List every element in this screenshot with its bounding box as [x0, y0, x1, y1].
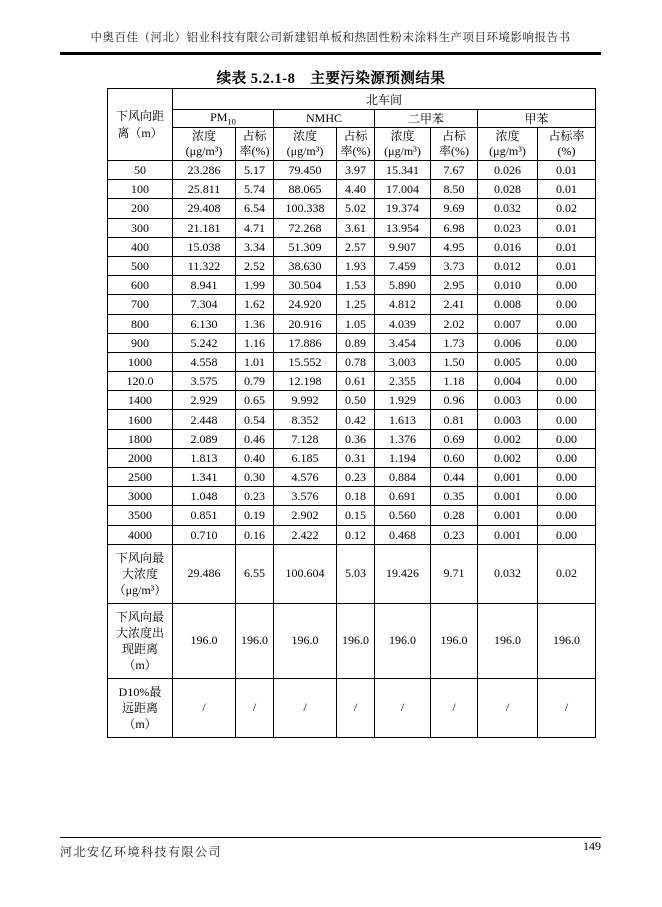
distance-cell: 1400	[108, 391, 173, 410]
value-cell: 0.79	[236, 372, 274, 391]
value-cell: 0.44	[431, 468, 478, 487]
value-cell: 1.62	[236, 295, 274, 314]
value-cell: 25.811	[173, 180, 236, 199]
value-cell: 23.286	[173, 161, 236, 180]
value-cell: 0.00	[538, 372, 596, 391]
value-cell: 0.032	[478, 199, 538, 218]
value-cell: 2.02	[431, 314, 478, 333]
value-cell: 4.039	[375, 314, 431, 333]
value-cell: 0.032	[478, 544, 538, 603]
table-row	[108, 295, 596, 314]
value-cell: 0.468	[375, 525, 431, 544]
value-cell: 9.992	[274, 391, 337, 410]
page-footer	[60, 837, 601, 860]
measure-header: 占标 率(%)	[337, 128, 375, 161]
value-cell: 0.00	[538, 314, 596, 333]
value-cell: 3.73	[431, 256, 478, 275]
value-cell: 1.53	[337, 276, 375, 295]
value-cell: 1.01	[236, 352, 274, 371]
value-cell: 1.36	[236, 314, 274, 333]
value-cell: 0.19	[236, 506, 274, 525]
value-cell: 0.00	[538, 429, 596, 448]
value-cell: 15.038	[173, 237, 236, 256]
summary-row	[108, 603, 596, 678]
value-cell: /	[431, 678, 478, 737]
distance-cell: 50	[108, 161, 173, 180]
value-cell: 2.902	[274, 506, 337, 525]
table-row	[108, 180, 596, 199]
value-cell: 2.929	[173, 391, 236, 410]
value-cell: 7.67	[431, 161, 478, 180]
value-cell: 0.65	[236, 391, 274, 410]
distance-cell: 3000	[108, 487, 173, 506]
table-row	[108, 391, 596, 410]
value-cell: 13.954	[375, 218, 431, 237]
value-cell: 0.006	[478, 333, 538, 352]
value-cell: 0.61	[337, 372, 375, 391]
value-cell: 17.886	[274, 333, 337, 352]
pollutant-header: $PM_{10}$	[173, 110, 274, 128]
value-cell: 3.575	[173, 372, 236, 391]
value-cell: 17.004	[375, 180, 431, 199]
table-title: 续表 5.2.1-8 主要污染源预测结果	[216, 71, 446, 87]
measure-header: 浓度 (μg/m³)	[478, 128, 538, 161]
value-cell: 0.23	[236, 487, 274, 506]
value-cell: 3.61	[337, 218, 375, 237]
value-cell: 29.408	[173, 199, 236, 218]
value-cell: 196.0	[478, 603, 538, 678]
distance-cell: 700	[108, 295, 173, 314]
pollution-prediction-table	[107, 88, 596, 738]
value-cell: 5.03	[337, 544, 375, 603]
value-cell: 51.309	[274, 237, 337, 256]
value-cell: 196.0	[173, 603, 236, 678]
value-cell: 0.028	[478, 180, 538, 199]
value-cell: 0.31	[337, 448, 375, 467]
value-cell: 196.0	[274, 603, 337, 678]
distance-cell: 800	[108, 314, 173, 333]
value-cell: 0.026	[478, 161, 538, 180]
value-cell: 1.93	[337, 256, 375, 275]
pollutant-header: NMHC	[274, 110, 375, 128]
value-cell: 0.81	[431, 410, 478, 429]
value-cell: 196.0	[236, 603, 274, 678]
value-cell: 0.89	[337, 333, 375, 352]
value-cell: /	[173, 678, 236, 737]
value-cell: 0.001	[478, 468, 538, 487]
table-row	[108, 314, 596, 333]
distance-cell: 600	[108, 276, 173, 295]
value-cell: 0.016	[478, 237, 538, 256]
value-cell: 2.95	[431, 276, 478, 295]
value-cell: 2.57	[337, 237, 375, 256]
value-cell: 5.74	[236, 180, 274, 199]
value-cell: /	[478, 678, 538, 737]
table-body	[108, 161, 596, 738]
value-cell: 0.00	[538, 333, 596, 352]
value-cell: 1.194	[375, 448, 431, 467]
distance-cell: 4000	[108, 525, 173, 544]
value-cell: 1.25	[337, 295, 375, 314]
distance-cell: 2500	[108, 468, 173, 487]
value-cell: 0.01	[538, 218, 596, 237]
value-cell: 6.54	[236, 199, 274, 218]
value-cell: 72.268	[274, 218, 337, 237]
value-cell: 8.352	[274, 410, 337, 429]
value-cell: 0.00	[538, 506, 596, 525]
value-cell: 0.40	[236, 448, 274, 467]
value-cell: 0.01	[538, 256, 596, 275]
value-cell: 2.448	[173, 410, 236, 429]
value-cell: 5.02	[337, 199, 375, 218]
value-cell: 0.78	[337, 352, 375, 371]
summary-row	[108, 678, 596, 737]
value-cell: 7.128	[274, 429, 337, 448]
distance-cell: 1000	[108, 352, 173, 371]
value-cell: 0.96	[431, 391, 478, 410]
value-cell: 24.920	[274, 295, 337, 314]
value-cell: 0.560	[375, 506, 431, 525]
value-cell: 1.73	[431, 333, 478, 352]
value-cell: 6.55	[236, 544, 274, 603]
value-cell: 4.40	[337, 180, 375, 199]
summary-row-label: 下风向最 大浓度 （μg/m³）	[108, 544, 173, 603]
value-cell: 0.01	[538, 237, 596, 256]
table-row	[108, 506, 596, 525]
value-cell: 0.023	[478, 218, 538, 237]
table-row	[108, 410, 596, 429]
value-cell: 0.004	[478, 372, 538, 391]
value-cell: 100.604	[274, 544, 337, 603]
value-cell: 6.98	[431, 218, 478, 237]
distance-cell: 120.0	[108, 372, 173, 391]
table-row	[108, 487, 596, 506]
table-row	[108, 237, 596, 256]
value-cell: 2.355	[375, 372, 431, 391]
page-header	[60, 29, 601, 55]
value-cell: /	[375, 678, 431, 737]
distance-cell: 1600	[108, 410, 173, 429]
pollutant-header: 二甲苯	[375, 110, 478, 128]
value-cell: 0.12	[337, 525, 375, 544]
measure-header: 占标 率(%)	[236, 128, 274, 161]
value-cell: 0.003	[478, 410, 538, 429]
value-cell: 196.0	[375, 603, 431, 678]
value-cell: 0.001	[478, 506, 538, 525]
value-cell: 4.95	[431, 237, 478, 256]
value-cell: 0.002	[478, 429, 538, 448]
document-header-title: 中奥百佳（河北）铝业科技有限公司新建铝单板和热固性粉末涂料生产项目环境影响报告书	[90, 32, 571, 44]
value-cell: 0.691	[375, 487, 431, 506]
value-cell: 196.0	[431, 603, 478, 678]
distance-cell: 300	[108, 218, 173, 237]
value-cell: 0.00	[538, 410, 596, 429]
table-row	[108, 276, 596, 295]
page-number: 149	[583, 839, 601, 853]
value-cell: 1.99	[236, 276, 274, 295]
value-cell: 4.812	[375, 295, 431, 314]
value-cell: 0.35	[431, 487, 478, 506]
value-cell: 196.0	[538, 603, 596, 678]
value-cell: 4.558	[173, 352, 236, 371]
value-cell: 6.185	[274, 448, 337, 467]
value-cell: 0.710	[173, 525, 236, 544]
value-cell: 1.05	[337, 314, 375, 333]
measure-header: 占标率 (%)	[538, 128, 596, 161]
table-row	[108, 256, 596, 275]
value-cell: 0.02	[538, 544, 596, 603]
value-cell: 0.36	[337, 429, 375, 448]
value-cell: 3.003	[375, 352, 431, 371]
value-cell: 100.338	[274, 199, 337, 218]
value-cell: 196.0	[337, 603, 375, 678]
value-cell: 0.001	[478, 487, 538, 506]
value-cell: 1.16	[236, 333, 274, 352]
table-row	[108, 161, 596, 180]
value-cell: 0.00	[538, 525, 596, 544]
value-cell: 5.17	[236, 161, 274, 180]
value-cell: 0.005	[478, 352, 538, 371]
value-cell: 1.50	[431, 352, 478, 371]
value-cell: 1.048	[173, 487, 236, 506]
value-cell: /	[337, 678, 375, 737]
value-cell: 1.341	[173, 468, 236, 487]
value-cell: 79.450	[274, 161, 337, 180]
distance-cell: 500	[108, 256, 173, 275]
value-cell: 0.69	[431, 429, 478, 448]
value-cell: 15.341	[375, 161, 431, 180]
value-cell: 4.576	[274, 468, 337, 487]
table-row	[108, 525, 596, 544]
value-cell: /	[274, 678, 337, 737]
workshop-header: 北车间	[173, 89, 596, 110]
value-cell: 19.426	[375, 544, 431, 603]
pollutant-header: 甲苯	[478, 110, 596, 128]
value-cell: 0.00	[538, 352, 596, 371]
measure-header: 浓度 (μg/m³)	[375, 128, 431, 161]
value-cell: 7.459	[375, 256, 431, 275]
value-cell: 0.00	[538, 391, 596, 410]
value-cell: 1.613	[375, 410, 431, 429]
table-row	[108, 218, 596, 237]
table-row	[108, 468, 596, 487]
measure-header: 浓度 (μg/m³)	[173, 128, 236, 161]
summary-row-label: D10%最 远距离 （m）	[108, 678, 173, 737]
value-cell: 38.630	[274, 256, 337, 275]
value-cell: 0.18	[337, 487, 375, 506]
table-row	[108, 372, 596, 391]
value-cell: 0.01	[538, 180, 596, 199]
value-cell: 3.97	[337, 161, 375, 180]
table-row	[108, 352, 596, 371]
value-cell: 5.242	[173, 333, 236, 352]
value-cell: 0.00	[538, 295, 596, 314]
value-cell: 21.181	[173, 218, 236, 237]
value-cell: 9.69	[431, 199, 478, 218]
distance-cell: 1800	[108, 429, 173, 448]
value-cell: 3.454	[375, 333, 431, 352]
value-cell: 8.941	[173, 276, 236, 295]
value-cell: 0.00	[538, 448, 596, 467]
pollutant-header-row	[108, 110, 596, 128]
value-cell: 0.002	[478, 448, 538, 467]
value-cell: 0.23	[337, 468, 375, 487]
value-cell: 2.41	[431, 295, 478, 314]
value-cell: 2.52	[236, 256, 274, 275]
table-row	[108, 199, 596, 218]
value-cell: /	[538, 678, 596, 737]
distance-cell: 200	[108, 199, 173, 218]
value-cell: 88.065	[274, 180, 337, 199]
value-cell: 0.15	[337, 506, 375, 525]
distance-column-header: 下风向距 离（m）	[108, 89, 173, 161]
table-row	[108, 333, 596, 352]
value-cell: 0.008	[478, 295, 538, 314]
value-cell: 1.813	[173, 448, 236, 467]
value-cell: 12.198	[274, 372, 337, 391]
value-cell: 0.23	[431, 525, 478, 544]
value-cell: 8.50	[431, 180, 478, 199]
distance-cell: 100	[108, 180, 173, 199]
value-cell: 0.54	[236, 410, 274, 429]
value-cell: 3.576	[274, 487, 337, 506]
value-cell: 7.304	[173, 295, 236, 314]
value-cell: 0.02	[538, 199, 596, 218]
value-cell: 0.42	[337, 410, 375, 429]
value-cell: 0.01	[538, 161, 596, 180]
value-cell: 0.007	[478, 314, 538, 333]
value-cell: 0.010	[478, 276, 538, 295]
value-cell: 0.00	[538, 487, 596, 506]
distance-cell: 400	[108, 237, 173, 256]
value-cell: 0.00	[538, 276, 596, 295]
value-cell: 0.46	[236, 429, 274, 448]
value-cell: 20.916	[274, 314, 337, 333]
value-cell: 9.907	[375, 237, 431, 256]
summary-row-label: 下风向最 大浓度出 现距离 （m）	[108, 603, 173, 678]
value-cell: 0.30	[236, 468, 274, 487]
value-cell: 0.001	[478, 525, 538, 544]
value-cell: 2.089	[173, 429, 236, 448]
value-cell: 6.130	[173, 314, 236, 333]
value-cell: 0.16	[236, 525, 274, 544]
summary-row	[108, 544, 596, 603]
value-cell: 0.00	[538, 468, 596, 487]
measure-header: 浓度 (μg/m³)	[274, 128, 337, 161]
value-cell: 1.929	[375, 391, 431, 410]
value-cell: 0.851	[173, 506, 236, 525]
value-cell: 19.374	[375, 199, 431, 218]
value-cell: 2.422	[274, 525, 337, 544]
measure-header-row	[108, 128, 596, 161]
value-cell: 1.18	[431, 372, 478, 391]
value-cell: 0.28	[431, 506, 478, 525]
value-cell: 0.60	[431, 448, 478, 467]
distance-cell: 3500	[108, 506, 173, 525]
footer-company: 河北安亿环境科技有限公司	[60, 845, 223, 859]
distance-cell: 900	[108, 333, 173, 352]
measure-header: 占标 率(%)	[431, 128, 478, 161]
value-cell: 0.003	[478, 391, 538, 410]
value-cell: /	[236, 678, 274, 737]
value-cell: 0.884	[375, 468, 431, 487]
value-cell: 9.71	[431, 544, 478, 603]
value-cell: 3.34	[236, 237, 274, 256]
value-cell: 15.552	[274, 352, 337, 371]
value-cell: 4.71	[236, 218, 274, 237]
value-cell: 30.504	[274, 276, 337, 295]
value-cell: 5.890	[375, 276, 431, 295]
value-cell: 11.322	[173, 256, 236, 275]
value-cell: 1.376	[375, 429, 431, 448]
value-cell: 0.012	[478, 256, 538, 275]
value-cell: 29.486	[173, 544, 236, 603]
table-row	[108, 429, 596, 448]
table-row	[108, 448, 596, 467]
value-cell: 0.50	[337, 391, 375, 410]
distance-cell: 2000	[108, 448, 173, 467]
